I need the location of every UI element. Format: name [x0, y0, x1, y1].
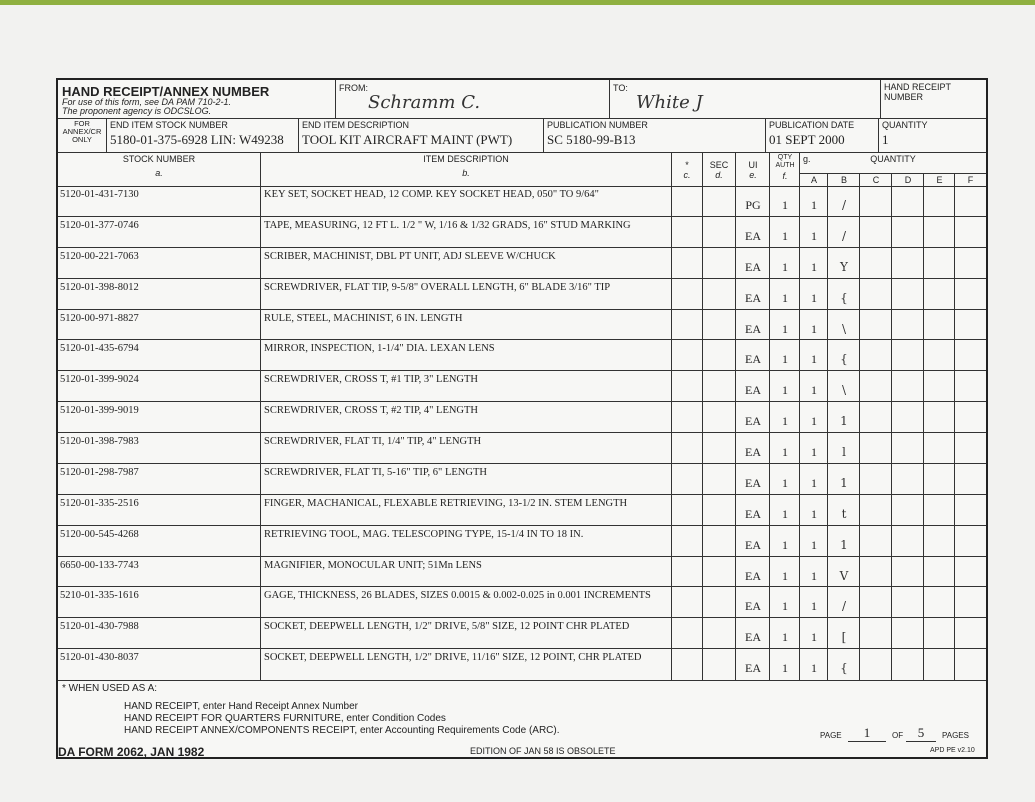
table-row	[58, 495, 986, 526]
col-item-description: ITEM DESCRIPTION	[423, 154, 509, 164]
unit-of-issue-cell: EA	[745, 537, 761, 552]
quantity-b-cell: {	[840, 290, 848, 305]
table-row	[58, 340, 986, 371]
qty-col-c: C	[872, 175, 880, 185]
quantity-b-cell: Y	[840, 259, 848, 274]
quantity-a-cell: 1	[811, 352, 817, 367]
table-row	[58, 557, 986, 588]
publication-number-label: PUBLICATION NUMBER	[547, 120, 648, 130]
qty-auth-cell: 1	[782, 630, 788, 645]
item-description-cell: KEY SET, SOCKET HEAD, 12 COMP. KEY SOCKET HEAD, 050" TO 9/64"	[264, 189, 599, 200]
quantity-b-cell: 1	[840, 414, 848, 429]
quantity-a-cell: 1	[811, 259, 817, 274]
stock-number-cell: 5120-00-221-7063	[60, 250, 139, 262]
publication-number-value[interactable]: SC 5180-99-B13	[547, 132, 636, 147]
from-label: FROM:	[339, 83, 368, 93]
qty-auth-cell: 1	[782, 568, 788, 583]
qty-col-d: D	[904, 175, 912, 185]
item-description-cell: SCREWDRIVER, FLAT TI, 5-16" TIP, 6" LENGTH	[264, 466, 487, 478]
quantity-b-cell: V	[839, 568, 849, 583]
qty-auth-cell: 1	[782, 352, 788, 367]
col-stock-letter: a.	[155, 168, 163, 178]
quantity-b-cell: 1	[840, 475, 848, 490]
when-used-label: * WHEN USED AS A:	[62, 683, 158, 694]
qty-auth-cell: 1	[782, 537, 788, 552]
unit-of-issue-cell: EA	[745, 352, 761, 367]
apd-version: APD PE v2.10	[930, 747, 975, 754]
stock-number-cell: 5120-01-399-9024	[60, 374, 139, 386]
qty-auth-cell: 1	[782, 599, 788, 614]
hand-receipt-number-label: HAND RECEIPT NUMBER	[884, 82, 951, 102]
pages-label: PAGES	[942, 731, 969, 740]
quantity-b-cell: {	[840, 352, 848, 367]
stock-number-cell: 5120-00-545-4268	[60, 528, 139, 540]
qty-auth-cell: 1	[782, 321, 788, 336]
unit-of-issue-cell: EA	[745, 568, 761, 583]
col-g: g.	[803, 154, 811, 164]
table-row	[58, 433, 986, 464]
unit-of-issue-cell: EA	[745, 630, 761, 645]
quantity-b-cell: /	[841, 599, 847, 614]
quantity-b-cell: /	[841, 228, 847, 243]
quantity-a-cell: 1	[811, 630, 817, 645]
item-description-cell: SCRIBER, MACHINIST, DBL PT UNIT, ADJ SLEEVE W/CHUCK	[264, 250, 556, 262]
item-description-cell: MIRROR, INSPECTION, 1-1/4" DIA. LEXAN LENS	[264, 343, 495, 355]
unit-of-issue-cell: EA	[745, 259, 761, 274]
qty-auth-cell: 1	[782, 445, 788, 459]
unit-of-issue-cell: EA	[745, 661, 761, 676]
stock-number-cell: 5120-00-971-8827	[60, 312, 139, 324]
item-description-cell: TAPE, MEASURING, 12 FT L. 1/2 " W, 1/16 & 1/32 GRADS, 16" STUD MARKING	[264, 219, 631, 231]
item-description-cell: SCREWDRIVER, CROSS T, #1 TIP, 3" LENGTH	[264, 374, 479, 386]
of-label: OF	[892, 731, 904, 740]
stock-number-cell: 5120-01-335-2516	[60, 497, 139, 509]
col-star-letter: c.	[683, 170, 691, 180]
col-sec-letter: d.	[715, 170, 723, 180]
item-description-cell: SCREWDRIVER, FLAT TIP, 9-5/8" OVERALL LENGTH, 6" BLADE 3/16" TIP	[264, 281, 611, 293]
table-row	[58, 279, 986, 310]
page-label: PAGE	[820, 731, 842, 740]
note-hand-receipt: HAND RECEIPT, enter Hand Receipt Annex Number	[124, 701, 358, 712]
publication-date-label: PUBLICATION DATE	[769, 120, 855, 130]
table-row	[58, 464, 986, 495]
unit-of-issue-cell: EA	[745, 506, 761, 521]
quantity-a-cell: 1	[811, 661, 817, 676]
col-star: *	[685, 160, 689, 170]
col-desc-letter: b.	[462, 168, 470, 178]
table-row	[58, 526, 986, 557]
note-annex-components: HAND RECEIPT ANNEX/COMPONENTS RECEIPT, enter Accounting Requirements Code (ARC).	[124, 725, 560, 736]
page-value[interactable]: 1	[848, 725, 886, 742]
form-subtitle-2: The proponent agency is ODCSLOG.	[62, 106, 212, 116]
from-value[interactable]: Schramm C.	[368, 92, 481, 113]
item-description-cell: SOCKET, DEEPWELL LENGTH, 1/2" DRIVE, 11/16" SIZE, 12 POINT, CHR PLATED	[264, 652, 642, 664]
qty-auth-cell: 1	[782, 383, 788, 398]
col-quantity: QUANTITY	[870, 154, 916, 164]
note-quarters-furniture: HAND RECEIPT FOR QUARTERS FURNITURE, enter Condition Codes	[124, 713, 446, 724]
col-qty-auth-letter: f.	[782, 171, 788, 181]
stock-number-cell: 5120-01-377-0746	[60, 219, 139, 231]
item-description-cell: SCREWDRIVER, FLAT TI, 1/4" TIP, 4" LENGTH	[264, 436, 482, 447]
quantity-b-cell: [	[841, 630, 847, 645]
table-row	[58, 402, 986, 433]
unit-of-issue-cell: EA	[745, 475, 761, 490]
quantity-a-cell: 1	[811, 445, 817, 459]
item-description-cell: MAGNIFIER, MONOCULAR UNIT; 51Mn LENS	[264, 559, 482, 571]
qty-auth-cell: 1	[782, 414, 788, 429]
qty-col-f: F	[967, 175, 974, 185]
scan-edge	[0, 0, 1035, 5]
table-row	[58, 587, 986, 618]
quantity-a-cell: 1	[811, 568, 817, 583]
quantity-a-cell: 1	[811, 506, 817, 521]
to-label: TO:	[613, 83, 628, 93]
quantity-a-cell: 1	[811, 414, 817, 429]
stock-number-cell: 5120-01-298-7987	[60, 466, 139, 478]
table-row	[58, 618, 986, 649]
for-annex-label: FOR ANNEX/CR ONLY	[62, 119, 102, 144]
form-title: HAND RECEIPT/ANNEX NUMBER	[62, 84, 270, 99]
qty-auth-cell: 1	[782, 290, 788, 305]
qty-auth-cell: 1	[782, 198, 788, 212]
col-ui-letter: e.	[749, 170, 757, 180]
qty-col-e: E	[936, 175, 943, 185]
stock-number-cell: 5210-01-335-1616	[60, 590, 139, 602]
end-item-stock-label: END ITEM STOCK NUMBER	[110, 120, 228, 130]
quantity-value[interactable]: 1	[882, 132, 889, 147]
unit-of-issue-cell: EA	[745, 290, 761, 305]
quantity-b-cell: t	[841, 506, 847, 521]
quantity-label: QUANTITY	[882, 120, 928, 130]
table-row	[58, 186, 986, 217]
item-description-cell: RULE, STEEL, MACHINIST, 6 IN. LENGTH	[264, 312, 463, 324]
table-row	[58, 649, 986, 680]
qty-auth-cell: 1	[782, 259, 788, 274]
quantity-a-cell: 1	[811, 321, 817, 336]
unit-of-issue-cell: EA	[745, 599, 761, 614]
quantity-b-cell: /	[841, 198, 847, 212]
unit-of-issue-cell: EA	[745, 414, 761, 429]
quantity-a-cell: 1	[811, 599, 817, 614]
stock-number-cell: 5120-01-398-8012	[60, 281, 139, 293]
quantity-a-cell: 1	[811, 475, 817, 490]
stock-number-cell: 6650-00-133-7743	[60, 559, 139, 571]
unit-of-issue-cell: EA	[745, 383, 761, 398]
form-subtitle-1: For use of this form, see DA PAM 710-2-1.	[62, 97, 232, 107]
to-value[interactable]: White J	[636, 92, 703, 113]
table-row	[58, 217, 986, 248]
quantity-a-cell: 1	[811, 228, 817, 243]
stock-number-cell: 5120-01-435-6794	[60, 343, 139, 355]
item-description-cell: GAGE, THICKNESS, 26 BLADES, SIZES 0.0015 & 0.002-0.025 in 0.001 INCREMENTS	[264, 590, 651, 602]
item-description-cell: FINGER, MACHANICAL, FLEXABLE RETRIEVING, 13-1/2 IN. STEM LENGTH	[264, 497, 628, 509]
stock-number-cell: 5120-01-398-7983	[60, 436, 139, 447]
col-ui: UI	[748, 160, 758, 170]
table-row	[58, 248, 986, 279]
publication-date-value[interactable]: 01 SEPT 2000	[769, 132, 845, 147]
col-sec: SEC	[709, 160, 729, 170]
table-row	[58, 371, 986, 402]
unit-of-issue-cell: EA	[745, 228, 761, 243]
stock-number-cell: 5120-01-430-7988	[60, 621, 139, 633]
end-item-stock-value[interactable]: 5180-01-375-6928 LIN: W49238	[110, 132, 284, 147]
quantity-b-cell: \	[841, 321, 847, 336]
qty-auth-cell: 1	[782, 506, 788, 521]
quantity-a-cell: 1	[811, 290, 817, 305]
quantity-a-cell: 1	[811, 383, 817, 398]
qty-auth-cell: 1	[782, 475, 788, 490]
item-description-cell: RETRIEVING TOOL, MAG. TELESCOPING TYPE, 15-1/4 IN TO 18 IN.	[264, 528, 584, 540]
quantity-a-cell: 1	[811, 198, 817, 212]
hand-receipt-form	[56, 78, 988, 683]
total-pages-value[interactable]: 5	[906, 725, 936, 742]
item-description-cell: SCREWDRIVER, CROSS T, #2 TIP, 4" LENGTH	[264, 405, 479, 417]
quantity-b-cell: 1	[840, 537, 848, 552]
end-item-desc-label: END ITEM DESCRIPTION	[302, 120, 410, 130]
edition-note: EDITION OF JAN 58 IS OBSOLETE	[470, 746, 616, 756]
quantity-b-cell: {	[840, 661, 848, 676]
stock-number-cell: 5120-01-399-9019	[60, 405, 139, 417]
form-id: DA FORM 2062, JAN 1982	[58, 745, 205, 759]
col-stock-number: STOCK NUMBER	[122, 154, 196, 164]
stock-number-cell: 5120-01-430-8037	[60, 652, 139, 664]
quantity-b-cell: l	[842, 445, 846, 459]
qty-col-b: B	[840, 175, 847, 185]
quantity-b-cell: \	[841, 383, 847, 398]
stock-number-cell: 5120-01-431-7130	[60, 189, 139, 200]
unit-of-issue-cell: EA	[745, 321, 761, 336]
qty-col-a: A	[810, 175, 817, 185]
table-row	[58, 310, 986, 341]
unit-of-issue-cell: EA	[745, 445, 761, 459]
qty-auth-cell: 1	[782, 661, 788, 676]
quantity-a-cell: 1	[811, 537, 817, 552]
qty-auth-cell: 1	[782, 228, 788, 243]
end-item-desc-value[interactable]: TOOL KIT AIRCRAFT MAINT (PWT)	[302, 132, 513, 147]
col-qty-auth: QTY AUTH	[775, 154, 795, 169]
item-description-cell: SOCKET, DEEPWELL LENGTH, 1/2" DRIVE, 5/8" SIZE, 12 POINT CHR PLATED	[264, 621, 630, 633]
unit-of-issue-cell: PG	[745, 198, 761, 212]
